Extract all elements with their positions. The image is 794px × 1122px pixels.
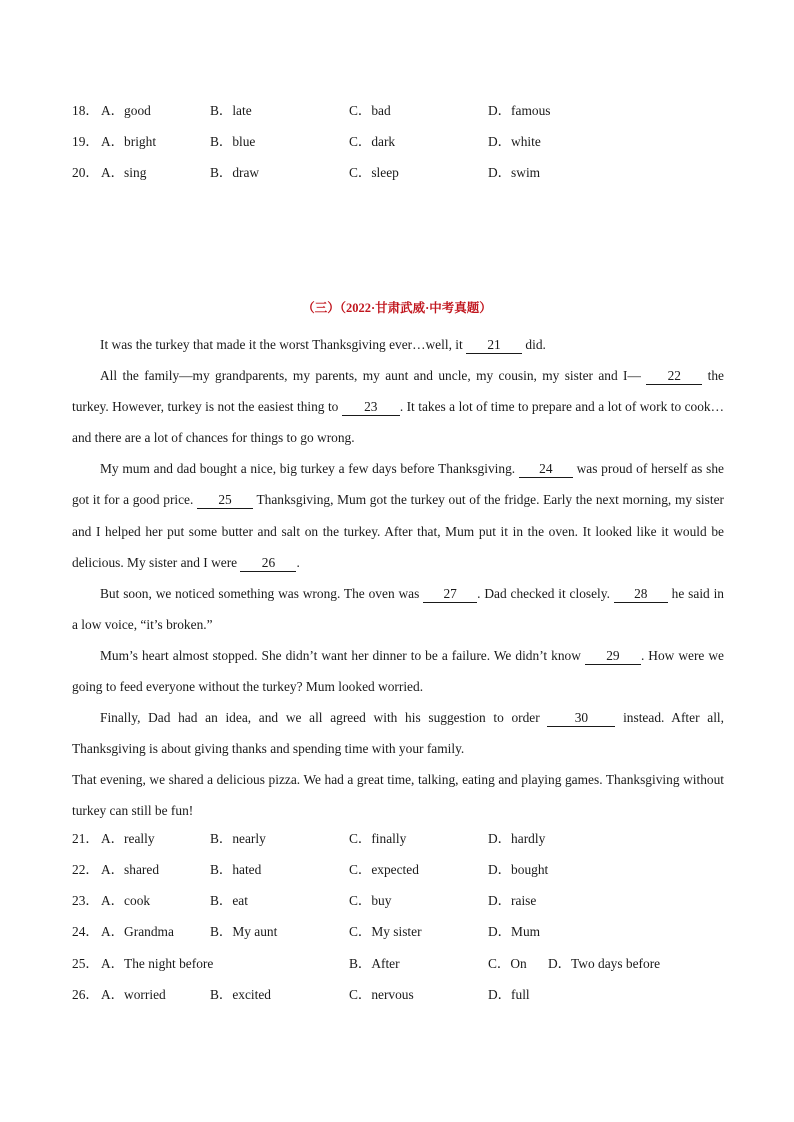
option-d: D．famous bbox=[488, 103, 551, 118]
passage-paragraph-4 bbox=[72, 578, 724, 640]
option-b: B．excited bbox=[210, 987, 271, 1002]
passage-text: . Dad checked it closely. bbox=[477, 585, 614, 601]
option-b: B．draw bbox=[210, 165, 260, 180]
cloze-passage bbox=[72, 329, 724, 827]
option-d: D．white bbox=[488, 134, 541, 149]
option-c: C．On bbox=[488, 956, 527, 971]
option-c: C．bad bbox=[349, 103, 391, 118]
passage-text: It was the turkey that made it the worst Thanksgiving ever…well, it bbox=[100, 337, 467, 352]
question-number: 19． bbox=[72, 134, 99, 149]
option-a: A．really bbox=[101, 831, 155, 846]
option-c: C．dark bbox=[349, 134, 396, 149]
passage-paragraph-1 bbox=[72, 329, 724, 360]
option-a: A．bright bbox=[101, 134, 157, 149]
blank-24: 24 bbox=[519, 461, 573, 478]
option-b: B．blue bbox=[210, 134, 256, 149]
option-b: B．My aunt bbox=[210, 924, 278, 939]
question-number: 26． bbox=[72, 987, 99, 1002]
passage-paragraph-7: That evening, we shared a delicious pizza. We had a great time, talking, eating and playing games. Thanksgiving without turkey can still be fun! bbox=[72, 772, 724, 819]
blank-23: 23 bbox=[342, 399, 400, 416]
blank-22: 22 bbox=[646, 368, 702, 385]
passage-text: Thanksgiving, Mum got the turkey out of the fridge. Early the next morning, my sister and I helped her put some butter and salt on the turkey. After that, Mum put it in the oven. It looked like it would be delicious. My sister and I were bbox=[72, 492, 724, 570]
option-b: B．After bbox=[349, 956, 400, 971]
option-b: B．eat bbox=[210, 893, 248, 908]
section-heading: （三）（2022·甘肃武威·中考真题） bbox=[302, 301, 492, 315]
option-a: A．worried bbox=[101, 987, 166, 1002]
passage-text: . It takes a lot of time to prepare and a lot of work to cook…and there are a lot of chances for things to go wrong. bbox=[72, 399, 724, 446]
option-c: C．buy bbox=[349, 893, 392, 908]
passage-text: But soon, we noticed something was wrong. The oven was bbox=[100, 585, 424, 601]
passage-paragraph-6 bbox=[72, 702, 724, 764]
option-c: C．sleep bbox=[349, 165, 399, 180]
passage-text: Finally, Dad had an idea, and we all agreed with his suggestion to order bbox=[100, 710, 548, 726]
passage-paragraph-3 bbox=[72, 453, 724, 577]
passage-text: was proud of herself as she got it for a good price. bbox=[72, 461, 724, 508]
passage-text: did. bbox=[522, 337, 546, 352]
passage-text: he said in a low voice, “it’s broken.” bbox=[72, 585, 724, 632]
option-d: D．swim bbox=[488, 165, 541, 180]
option-d: D．bought bbox=[488, 862, 549, 877]
option-d: D．Mum bbox=[488, 924, 541, 939]
question-number: 22． bbox=[72, 862, 99, 877]
blank-29: 29 bbox=[585, 648, 641, 665]
passage-text: . bbox=[296, 554, 300, 570]
option-a: A．sing bbox=[101, 165, 147, 180]
option-a: A．cook bbox=[101, 893, 151, 908]
option-c: C．expected bbox=[349, 862, 419, 877]
option-b: B．nearly bbox=[210, 831, 266, 846]
option-d: D．hardly bbox=[488, 831, 546, 846]
blank-30: 30 bbox=[547, 710, 615, 727]
blank-25: 25 bbox=[197, 492, 253, 509]
blank-27: 27 bbox=[423, 586, 477, 603]
question-number: 24． bbox=[72, 924, 99, 939]
option-a: A．Grandma bbox=[101, 924, 174, 939]
blank-26: 26 bbox=[240, 555, 296, 572]
blank-21: 21 bbox=[466, 337, 522, 354]
option-c: C．nervous bbox=[349, 987, 414, 1002]
option-b: B．late bbox=[210, 103, 252, 118]
option-c: C．My sister bbox=[349, 924, 422, 939]
passage-paragraph-2 bbox=[72, 360, 724, 453]
passage-text: the turkey. However, turkey is not the easiest thing to bbox=[72, 368, 724, 415]
passage-text: My mum and dad bought a nice, big turkey a few days before Thanksgiving. bbox=[100, 461, 519, 477]
passage-text: instead. After all, Thanksgiving is about giving thanks and spending time with your family. bbox=[72, 710, 724, 757]
option-d: D．Two days before bbox=[548, 956, 661, 971]
option-d: D．raise bbox=[488, 893, 537, 908]
passage-text: All the family—my grandparents, my parents, my aunt and uncle, my cousin, my sister and I— bbox=[100, 368, 647, 384]
question-number: 25． bbox=[72, 956, 99, 971]
passage-paragraph-5 bbox=[72, 640, 724, 702]
option-d: D．full bbox=[488, 987, 530, 1002]
passage-text: Mum’s heart almost stopped. She didn’t want her dinner to be a failure. We didn’t know bbox=[100, 647, 585, 663]
question-number: 20． bbox=[72, 165, 99, 180]
question-number: 18． bbox=[72, 103, 99, 118]
question-number: 23． bbox=[72, 893, 99, 908]
option-b: B．hated bbox=[210, 862, 262, 877]
option-c: C．finally bbox=[349, 831, 407, 846]
option-a: A．good bbox=[101, 103, 151, 118]
blank-28: 28 bbox=[614, 586, 668, 603]
passage-text: . How were we going to feed everyone without the turkey? Mum looked worried. bbox=[72, 647, 725, 695]
question-number: 21． bbox=[72, 831, 99, 846]
option-a: A．shared bbox=[101, 862, 160, 877]
option-a: A．The night before bbox=[101, 956, 214, 971]
